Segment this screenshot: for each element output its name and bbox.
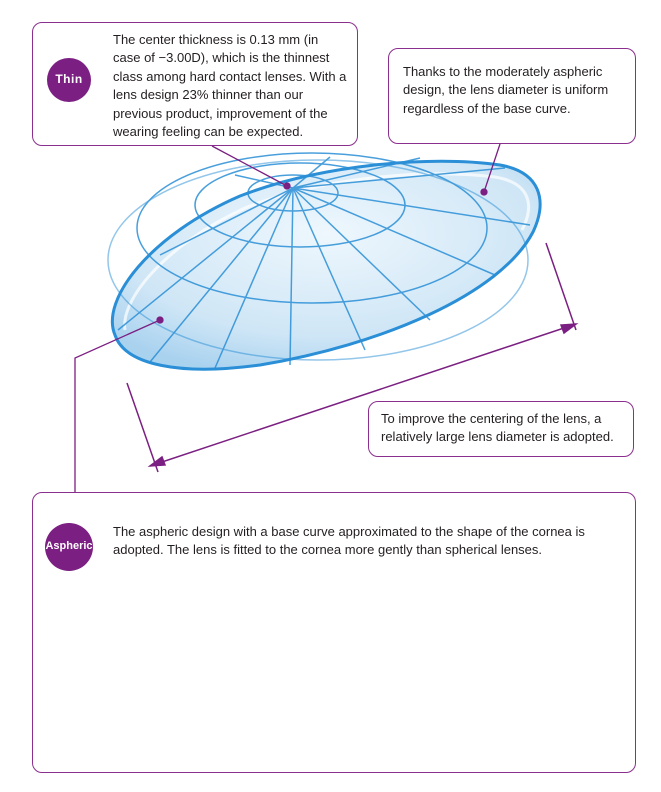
thin-badge: Thin xyxy=(47,58,91,102)
aspheric-diameter-callout xyxy=(388,48,636,144)
thin-description: The center thickness is 0.13 mm (in case of −3.00D), which is the thinnest class among hard contact lenses. With a lens design 23% thinner than our previous product, improvement of the wearing feeling can be expected. xyxy=(113,32,347,140)
aspheric-badge: Aspheric xyxy=(45,523,93,571)
lens-dome-illustration xyxy=(108,153,540,369)
lens-diameter-callout xyxy=(368,401,634,457)
aspheric-diameter-description: Thanks to the moderately aspheric design, the lens diameter is uniform regardless of the base curve. xyxy=(403,64,609,116)
aspheric-description: The aspheric design with a base curve approximated to the shape of the cornea is adopted. The lens is fitted to the cornea more gently than spherical lenses. xyxy=(113,524,585,558)
lens-diameter-description: To improve the centering of the lens, a relatively large lens diameter is adopted. xyxy=(381,411,614,445)
thin-callout xyxy=(32,22,358,146)
aspheric-callout xyxy=(32,492,636,773)
